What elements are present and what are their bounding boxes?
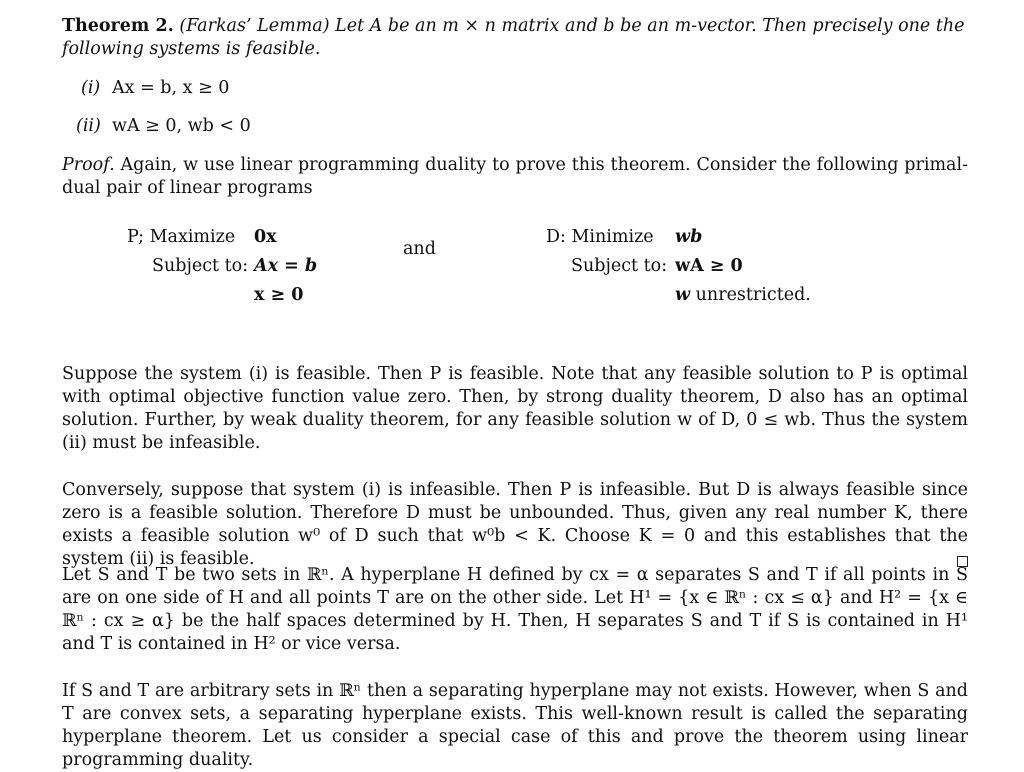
primal-objective: 0x xyxy=(254,227,277,247)
paragraph-conversely-text: Conversely, suppose that system (i) is infeasible. Then P is infeasible. But D is always feasible since zero is a feasible solution. Therefore D must be unbounded. Thus, given any real number K, there exists a feasible solution w⁰ of D such that w⁰b < K. Choose K = 0 and this establishes that the system (ii) is feasible. xyxy=(62,480,968,569)
theorem-statement-line2: following systems is feasible. xyxy=(62,39,321,59)
primal-nonneg: x ≥ 0 xyxy=(254,285,304,305)
item-ii-label: (ii) xyxy=(76,116,101,136)
paragraph-separating-theorem: If S and T are arbitrary sets in ℝⁿ then a separating hyperplane may not exists. However, when S and T are convex sets, a separating hyperplane exists. This well-known result is called the separating hyperplane theorem. Let us consider a special case of this and prove the theorem using linear programming duality. xyxy=(62,681,968,770)
dual-label: D: Minimize xyxy=(546,227,654,247)
dual-var: w xyxy=(675,285,691,305)
dual-constraint: wA ≥ 0 xyxy=(675,256,743,276)
paragraph-hyperplane-definition: Let S and T be two sets in ℝⁿ. A hyperplane H defined by cx = α separates S and T if all points in S are on one side of H and all points T are on the other side. Let H¹ = {x ∈ ℝⁿ : cx ≤ α} and H² = {x ∈ ℝⁿ : cx ≥ α} be the half spaces determined by H. Then, H separates S and T if S is contained in H¹ and T is contained in H² or vice versa. xyxy=(62,565,968,654)
item-ii-math: wA ≥ 0, wb < 0 xyxy=(112,116,251,136)
dual-unrestricted-line xyxy=(675,284,811,307)
theorem-statement xyxy=(62,15,968,61)
paragraph-strong-duality: Suppose the system (i) is feasible. Then P is feasible. Note that any feasible solution to P is optimal with optimal objective function value zero. Then, by strong duality theorem, D also has an optimal solution. Further, by weak duality theorem, for any feasible solution w of D, 0 ≤ wb. Thus the system (ii) must be infeasible. xyxy=(62,364,968,453)
dual-objective: wb xyxy=(675,227,703,247)
item-i-math: Ax = b, x ≥ 0 xyxy=(112,78,230,98)
theorem-name: (Farkas’ Lemma) xyxy=(179,16,330,36)
item-i-label: (i) xyxy=(81,78,101,98)
primal-constraint: Ax = b xyxy=(254,256,318,276)
paragraph-conversely xyxy=(62,479,968,571)
theorem-label: Theorem 2. xyxy=(62,16,174,36)
dual-unrestricted: unrestricted. xyxy=(695,285,811,305)
dual-subject-to: Subject to: xyxy=(571,256,668,276)
proof-label: Proof. xyxy=(62,155,115,175)
proof-intro xyxy=(62,154,968,200)
lp-connector: and xyxy=(403,239,436,259)
primal-label: P; Maximize xyxy=(127,227,236,247)
primal-subject-to: Subject to: xyxy=(152,256,249,276)
proof-intro-text: Again, w use linear programming duality to prove this theorem. Consider the following primal-dual pair of linear programs xyxy=(62,155,968,198)
theorem-statement-line1: Let A be an m × n matrix and b be an m-vector. Then precisely one the xyxy=(335,16,965,36)
